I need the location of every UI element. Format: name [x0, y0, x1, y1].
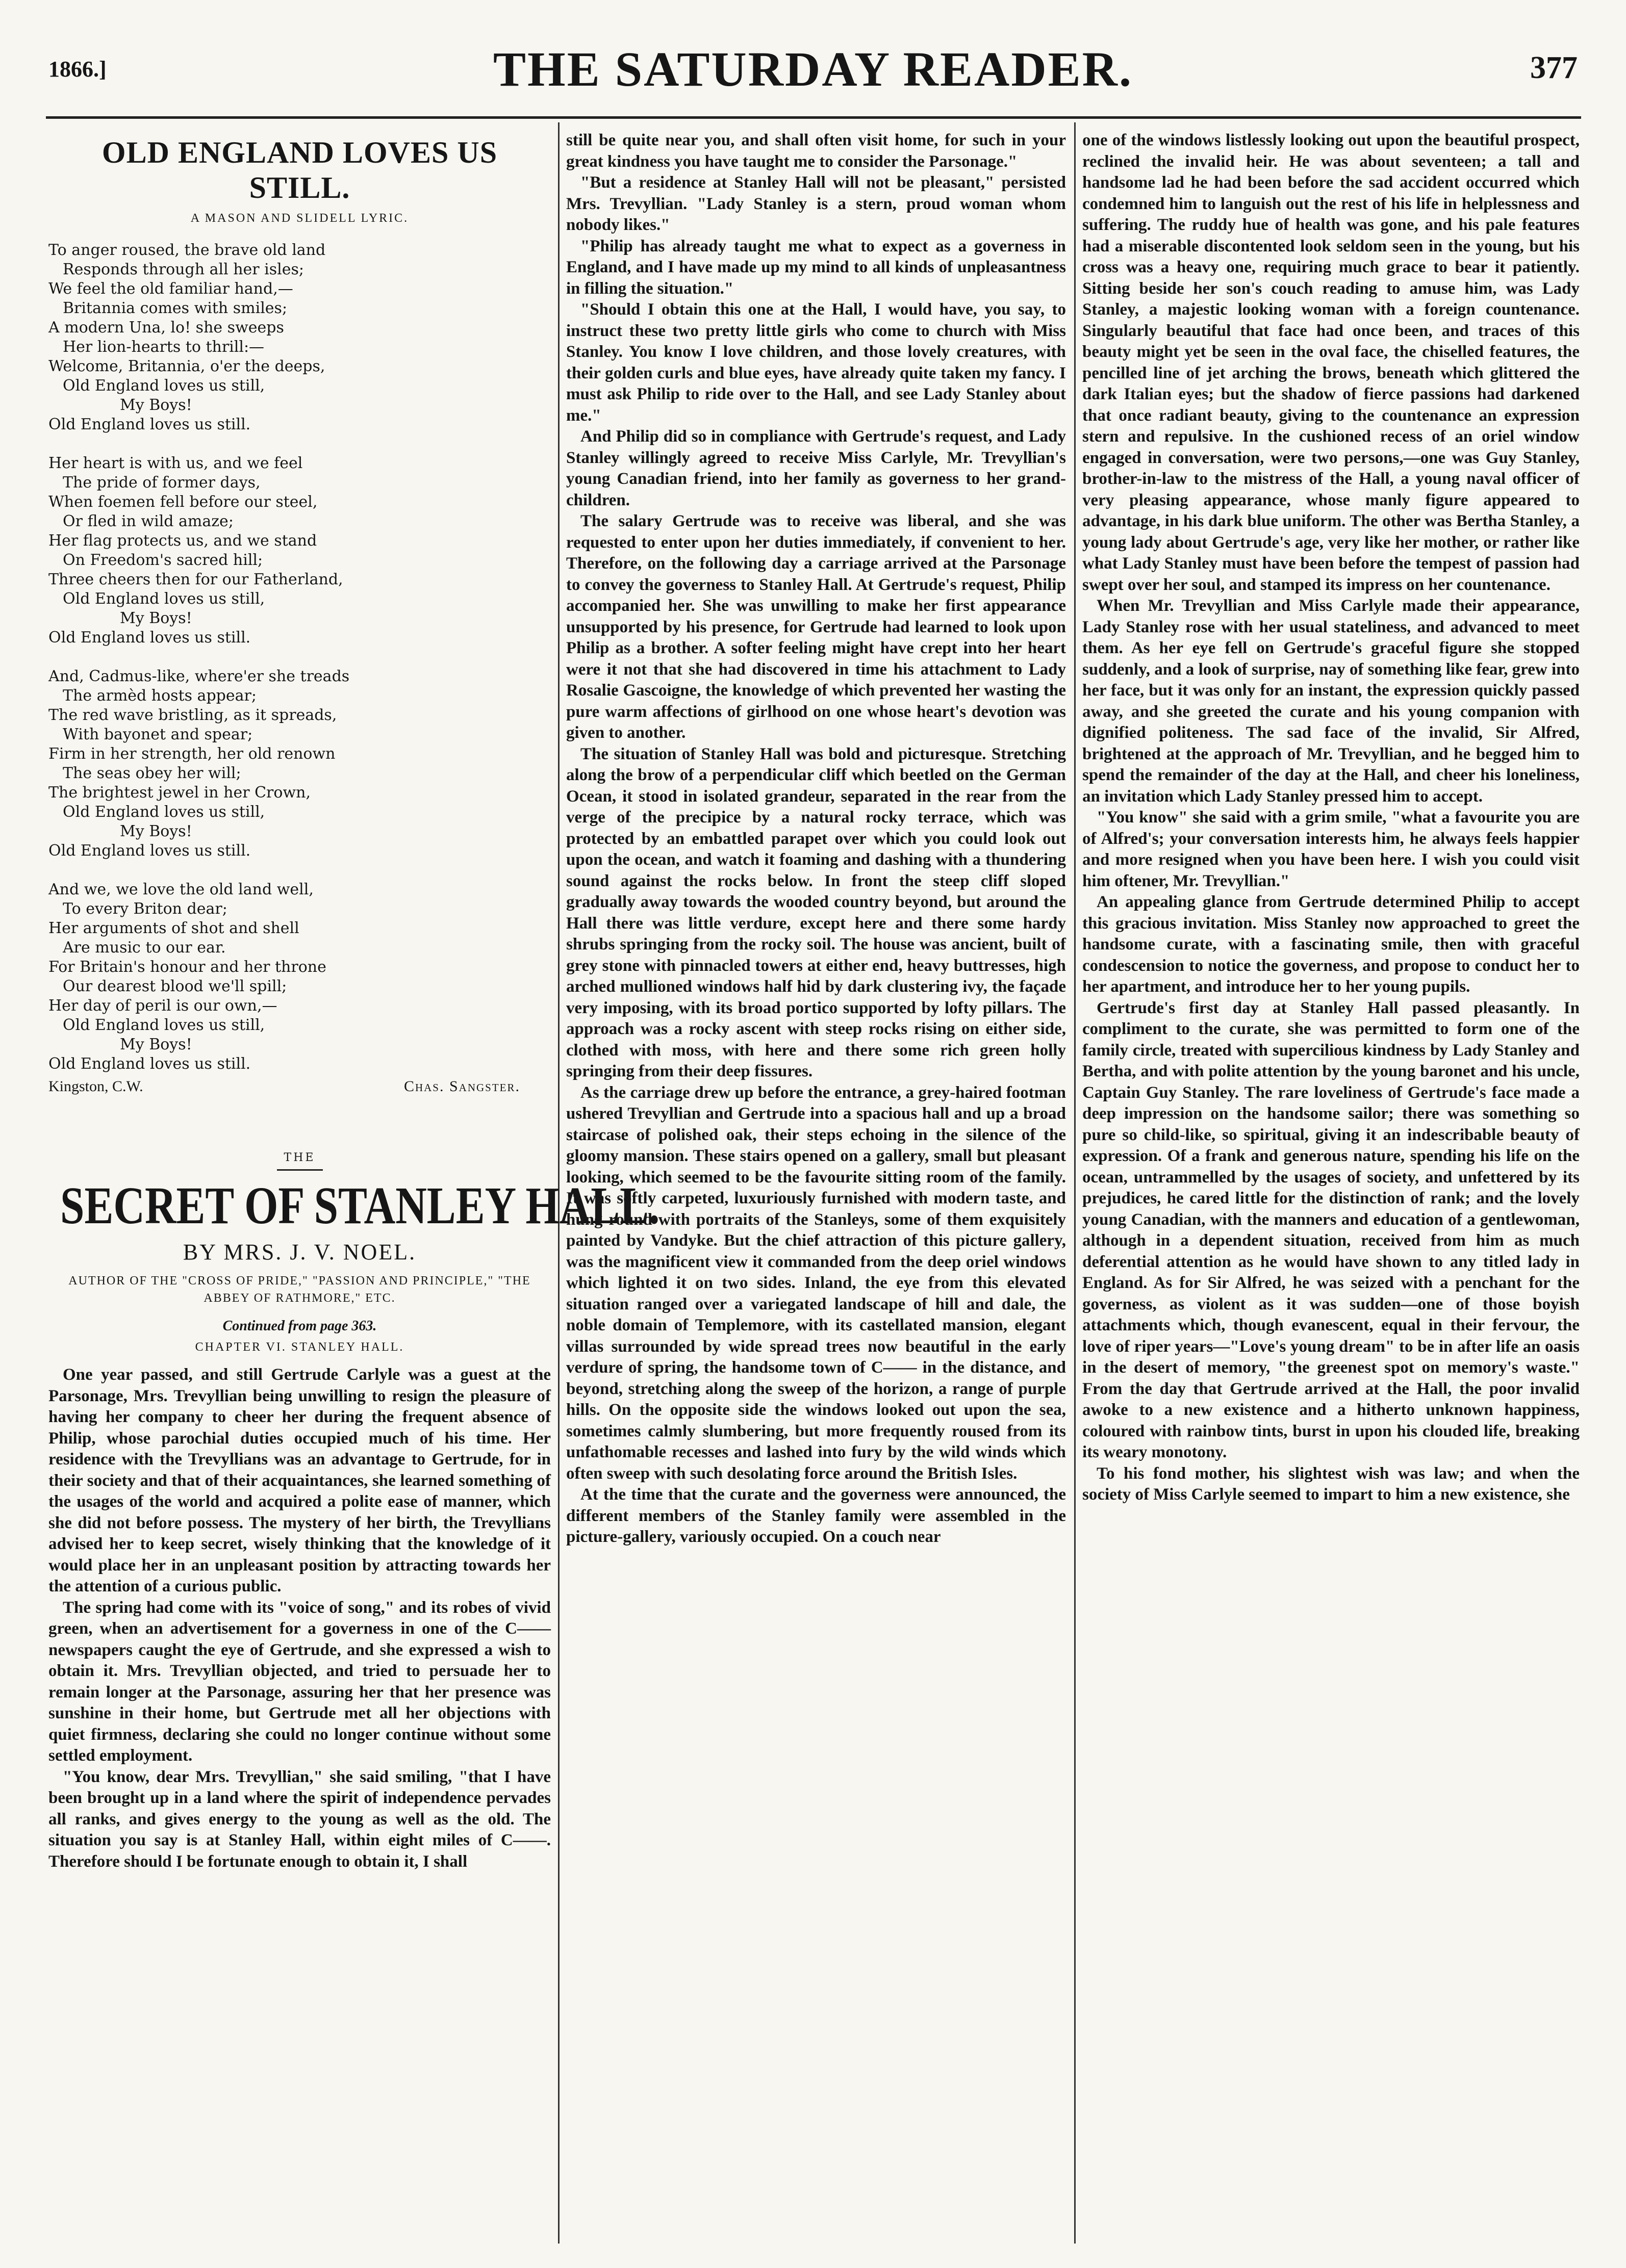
paragraph: one of the windows listlessly looking out upon the beautiful prospect, reclined the invalid heir. He was about seventeen; a tall and handsome lad he had been before the sad accident occurred which condemned him to languish out the rest of his life in helplessness and suffering. The ruddy hue of health was gone, and his pale features had a miserable discontented look seldom seen in the young, but his cross was a heavy one, requiring much grace to bear it patiently. Sitting beside her son's couch reading to amuse him, was Lady Stanley, a majestic looking woman with a foreign countenance. Singularly beautiful that face had once been, and traces of this beauty might yet be seen in the oval face, the chiselled features, the pencilled line of jet arching the brows, beneath which glittered the dark Italian eyes; but the shadow of fierce passions had darkened that once radiant beauty, giving to the countenance an expression stern and repulsive. In the cushioned recess of an oriel window engaged in conversation, were two persons,—one was Guy Stanley, brother-in-law to the mistress of the Hall, a young naval officer of very pleasing appearance, whose manly figure appeared to advantage, in his dark blue uniform. The other was Bertha Stanley, a young lady about Gertrude's age, very like her mother, or rather like what Lady Stanley must have been before the tempest of passion had swept over her soul, and stamped its impress on her countenance. — [1082, 131, 1580, 594]
poem-line: A modern Una, lo! she sweeps — [48, 319, 284, 337]
story-the: THE — [284, 1151, 316, 1164]
paragraph: At the time that the curate and the governess were announced, the different members of the Stanley family were assembled in the picture-gallery, variously occupied. On a couch near — [566, 1485, 1066, 1546]
paragraph: The situation of Stanley Hall was bold and picturesque. Stretching along the brow of a perpendicular cliff which beetled on the German Ocean, it stood in isolated grandeur, separated in the rear from the verge of the precipice by a natural rocky terrace, which was protected by an embattled parapet over which you could look out upon the ocean, and watch it foaming and dashing with a thundering sound against the rocks below. In front the steep cliff sloped gradually away towards the wooded country beyond, but around the Hall there was little verdure, except here and there some hardy shrubs springing from the rocky soil. The house was ancient, built of grey stone with pinnacled towers at either end, heavy buttresses, high arched mullioned windows half hid by dark clustering ivy, the façade very imposing, with its broad portico supported by lofty pillars. The approach was a rocky ascent with steep rocks rising on either side, clothed with moss, with here and there some rich green holly springing from their deep fissures. — [566, 744, 1066, 1080]
poem-line: Our dearest blood we'll spill; — [63, 977, 287, 995]
poem-line: My Boys! — [120, 1036, 192, 1053]
paragraph: And Philip did so in compliance with Gertrude's request, and Lady Stanley willingly agreed to receive Miss Carlyle, Mr. Trevyllian's young Canadian friend, into her family as governess to her grand-children. — [566, 427, 1066, 509]
paragraph: To his fond mother, his slightest wish was law; and when the society of Miss Carlyle seemed to impart to him a new existence, she — [1082, 1464, 1580, 1504]
poem-line: With bayonet and spear; — [63, 726, 253, 743]
poem-line: Britannia comes with smiles; — [63, 299, 288, 317]
poem-line: Or fled in wild amaze; — [63, 512, 234, 530]
poem-author: Chas. Sangster. — [403, 1078, 520, 1095]
continued-note: Continued from page 363. — [222, 1318, 377, 1334]
poem-body — [48, 241, 551, 1074]
poem-line: The brightest jewel in her Crown, — [48, 784, 311, 802]
paragraph: Gertrude's first day at Stanley Hall passed pleasantly. In compliment to the curate, she was permitted to form one of the family circle, treated with supercilious kindness by Lady Stanley and Bertha, and with polite attention by the young baronet and his uncle, Captain Guy Stanley. The rare loveliness of Gertrude's face made a deep impression on the handsome sailor; there was something so pure so child-like, so spiritual, giving it an indescribable beauty of expression. Of a frank and generous nature, spending his life on the ocean, untrammelled by the usages of society, and unfettered by its prejudices, he cared little for the distinction of rank; and the lovely young Canadian, with the manners and education of a gentlewoman, although in a dependent situation, received from him as much deferential attention as he would have shown to any titled lady in England. As for Sir Alfred, he was seized with a penchant for the governess, as violent as it was sudden—one of those boyish attachments which, though evanescent, equal in their fervour, the love of riper years—"Love's young dream" to be in after life an oasis in the desert of memory, "the greenest spot on memory's waste." From the day that Gertrude arrived at the Hall, the poor invalid awoke to a new existence and a hitherto unknown happiness, coloured with rainbow tints, burst in upon his clouded life, breaking its weary monotony. — [1082, 998, 1580, 1461]
poem-subtitle: A MASON AND SLIDELL LYRIC. — [190, 212, 409, 225]
paragraph: The salary Gertrude was to receive was liberal, and she was requested to enter upon her duties immediately, if convenient to her. Therefore, on the following day a carriage arrived at the Parsonage to convey the governess to Stanley Hall. At Gertrude's request, Philip accompanied her. She was unwilling to make her first appearance unsupported by his presence, for Gertrude had learned to look upon Philip as a brother. A softer feeling might have crept into her heart were it not that she had discovered in time his attachment to Lady Rosalie Gascoigne, the knowledge of which prevented her wasting the pure warm affections of girlhood on one whose heart's devotion was given to another. — [566, 512, 1066, 742]
masthead-title: THE SATURDAY READER. — [493, 42, 1133, 96]
paragraph: As the carriage drew up before the entrance, a grey-haired footman ushered Trevyllian and Gertrude into a spacious hall and up a broad staircase of polished oak, their steps echoing in the silence of the gloomy mansion. These stairs opened on a gallery, small but pleasant looking, which seemed to be the favourite sitting room of the family. It was softly carpeted, luxuriously furnished with modern taste, and hung round with portraits of the Stanleys, some of them exquisitely painted by Vandyke. But the chief attraction of this picture gallery, was the magnificent view it commanded from the deep oriel windows which lighted it on two sides. Inland, the eye from this elevated situation ranged over a variegated landscape of hill and dale, the noble domain of Templemore, with its castellated mansion, elegant villas surrounded by wide spread trees now beautiful in the early verdure of spring, the handsome town of C—— in the distance, and beyond, stretching along the sweep of the horizon, a range of purple hills. On the opposite side the windows looked out upon the sea, sometimes calmly slumbering, but more frequently roused from its unfathomable recesses and lashed into fury by the wild winds which often sweep with such desolating force around the British Isles. — [566, 1083, 1066, 1483]
column-2 — [566, 130, 1066, 2231]
poem-line: And we, we love the old land well, — [48, 881, 314, 898]
poem-line: Old England loves us still. — [48, 416, 251, 433]
poem-line: Firm in her strength, her old renown — [48, 745, 336, 763]
column-3 — [1082, 130, 1580, 2231]
poem-line: My Boys! — [120, 396, 192, 414]
poem-line: Old England loves us still. — [48, 1055, 251, 1073]
poem-line: My Boys! — [120, 609, 192, 627]
poem-line: Are music to our ear. — [63, 939, 226, 957]
poem-place: Kingston, C.W. — [48, 1078, 143, 1095]
paragraph: "But a residence at Stanley Hall will not be pleasant," persisted Mrs. Trevyllian. "Lady Stanley is a stern, proud woman whom nobody likes." — [566, 173, 1066, 234]
poem-line: Old England loves us still. — [48, 842, 251, 860]
column-3-text — [1082, 130, 1580, 1506]
paragraph: "Philip has already taught me what to expect as a governess in England, and I have made up my mind to all kinds of unpleasantness in filling the situation." — [566, 237, 1066, 298]
story-byline: BY MRS. J. V. NOEL. — [183, 1240, 417, 1265]
poem-line: The armèd hosts appear; — [63, 687, 257, 705]
poem-line: We feel the old familiar hand,— — [48, 280, 293, 298]
page-number: 377 — [1530, 50, 1578, 85]
poem-line: When foemen fell before our steel, — [48, 493, 318, 511]
poem-line: On Freedom's sacred hill; — [63, 551, 263, 569]
poem-title: OLD ENGLAND LOVES US STILL. — [101, 136, 498, 204]
column-rule-2 — [1074, 122, 1076, 2244]
poem-line: Responds through all her isles; — [63, 261, 304, 278]
poem-line: For Britain's honour and her throne — [48, 958, 326, 976]
poem-line: Her lion-hearts to thrill:— — [63, 338, 265, 356]
poem-line: My Boys! — [120, 822, 192, 840]
poem-line: To anger roused, the brave old land — [48, 241, 326, 259]
poem-line: Her arguments of shot and shell — [48, 919, 299, 937]
poem-signature — [48, 1078, 551, 1095]
poem-line: The red wave bristling, as it spreads, — [48, 706, 337, 724]
author-works: AUTHOR OF THE "CROSS OF PRIDE," "PASSION AND PRINCIPLE," "THE ABBEY OF RATHMORE," ETC. — [68, 1274, 531, 1305]
poem-line: Three cheers then for our Fatherland, — [48, 571, 343, 588]
poem-line: Her flag protects us, and we stand — [48, 532, 317, 550]
column-1-text — [48, 1364, 551, 1872]
poem-line: The seas obey her will; — [63, 764, 241, 782]
column-1 — [48, 130, 660, 2231]
poem-line: The pride of former days, — [63, 474, 261, 492]
chapter-heading: CHAPTER VI. STANLEY HALL. — [195, 1341, 404, 1354]
paragraph: When Mr. Trevyllian and Miss Carlyle made their appearance, Lady Stanley rose with her usual stateliness, and advanced to meet them. As her eye fell on Gertrude's graceful figure she stopped suddenly, and a look of surprise, nay of something like fear, grew into her face, but it was only for an instant, the expression quickly passed away, and she greeted the curate and his young companion with dignified politeness. The sad face of the invalid, Sir Alfred, brightened at the approach of Mr. Trevyllian, and he begged him to spend the remainder of the day at the Hall, and cheer his loneliness, an invitation which Lady Stanley pressed him to accept. — [1082, 597, 1580, 806]
poem-line: Her day of peril is our own,— — [48, 997, 277, 1015]
paragraph: The spring had come with its "voice of song," and its robes of vivid green, when an advertisement for a governess in one of the C—— newspapers caught the eye of Gertrude, and she expressed a wish to obtain it. Mrs. Trevyllian objected, and tried to persuade her to remain longer at the Parsonage, assuring her that her presence was sunshine in their home, but Gertrude met all her objections with quiet firmness, declaring she could no longer continue without some settled employment. — [48, 1598, 551, 1765]
poem-line: And, Cadmus-like, where'er she treads — [48, 667, 350, 685]
poem-line: To every Briton dear; — [63, 900, 227, 918]
poem-line: Old England loves us still. — [48, 629, 251, 647]
paragraph: "Should I obtain this one at the Hall, I would have, you say, to instruct these two pretty little girls who come to church with Miss Stanley. You know I love children, and those lovely creatures, with their golden curls and blue eyes, have already quite taken my fancy. I must ask Philip to ride over to the Hall, and see Lady Stanley about me." — [566, 300, 1066, 425]
paragraph: An appealing glance from Gertrude determined Philip to accept this gracious invitation. Miss Stanley now approached to greet the handsome curate, with a fascinating smile, then with graceful condescension to notice the governess, and propose to conduct her to her apartment, and introduce her to her young pupils. — [1082, 893, 1580, 996]
header-rule — [46, 116, 1581, 119]
poem-line: Old England loves us still, — [63, 590, 265, 608]
poem-line: Old England loves us still, — [63, 1016, 265, 1034]
poem-line: Her heart is with us, and we feel — [48, 454, 303, 472]
poem-line: Old England loves us still, — [63, 803, 265, 821]
issue-date: 1866.] — [48, 57, 107, 82]
paragraph: "You know" she said with a grim smile, "what a favourite you are of Alfred's; your conversation interests him, he always feels happier and more resigned when you have been here. I wish you could visit him oftener, Mr. Trevyllian." — [1082, 808, 1580, 890]
paragraph: "You know, dear Mrs. Trevyllian," she said smiling, "that I have been brought up in a land where the spirit of independence pervades all ranks, and gives energy to the young as well as the old. The situation you say is at Stanley Hall, within eight miles of C——. Therefore should I be fortunate enough to obtain it, I shall — [48, 1767, 551, 1871]
poem-line: Old England loves us still, — [63, 377, 265, 395]
paragraph: still be quite near you, and shall often visit home, for such in your great kindness you have taught me to consider the Parsonage." — [566, 131, 1066, 171]
title-rule — [277, 1169, 323, 1171]
poem-line: Welcome, Britannia, o'er the deeps, — [48, 357, 325, 375]
story-title: SECRET OF STANLEY HALL. — [60, 1176, 660, 1235]
paragraph: One year passed, and still Gertrude Carlyle was a guest at the Parsonage, Mrs. Trevyllian being unwilling to resign the pleasure of having her company to cheer her during the frequent absence of Philip, whose parochial duties occupied much of his time. Her residence with the Trevyllians was an advantage to Gertrude, for in their society and that of their acquaintances, she learned something of the usages of the world and acquired a polite ease of manner, which she did not before possess. The mystery of her birth, the Trevyllians advised her to keep secret, wisely thinking that the knowledge of it would place her in an unpleasant position by attracting towards her the attention of a curious public. — [48, 1365, 551, 1595]
column-2-text — [566, 130, 1066, 1548]
